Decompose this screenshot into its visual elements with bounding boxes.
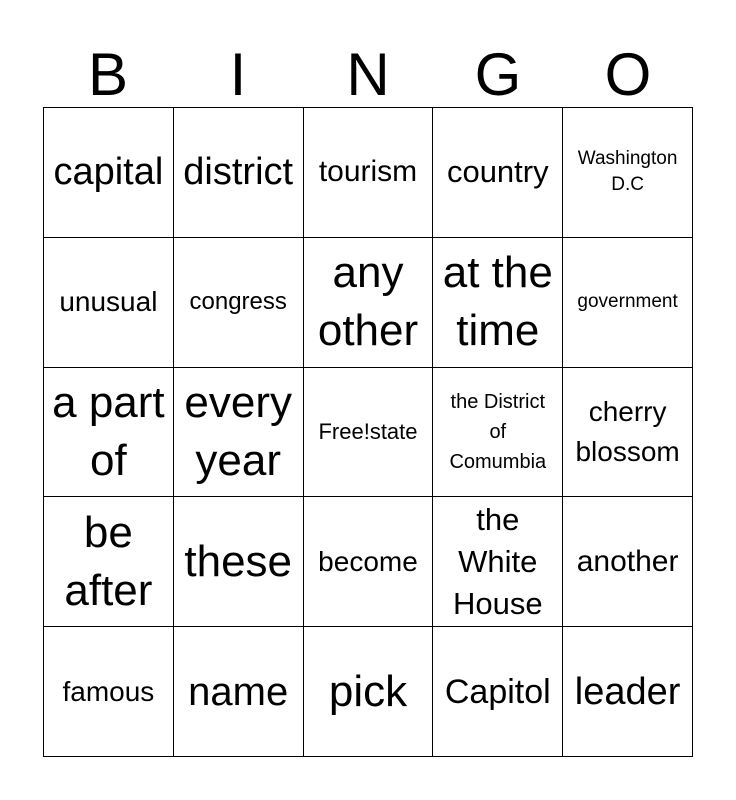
bingo-cell[interactable]	[174, 497, 304, 627]
cell-text: every year	[184, 377, 292, 485]
cell-text: Capitol	[444, 672, 551, 711]
cell-text: leader	[574, 670, 681, 713]
bingo-cell[interactable]	[44, 368, 174, 498]
cell-text: cherry blossom	[575, 395, 680, 467]
bingo-cell[interactable]	[433, 497, 563, 627]
bingo-cell[interactable]	[563, 238, 693, 368]
header-letter-b: B	[87, 41, 129, 108]
cell-text: name	[188, 669, 289, 714]
header-letter-g: G	[474, 41, 522, 108]
bingo-cell[interactable]	[304, 627, 434, 757]
cell-text: another	[576, 544, 679, 578]
bingo-grid	[43, 107, 693, 757]
header-letter-n: N	[346, 41, 390, 108]
cell-text: famous	[62, 675, 155, 707]
cell-text: at the time	[442, 248, 553, 356]
bingo-header	[43, 41, 693, 108]
cell-text: unusual	[59, 286, 158, 318]
cell-text: any other	[317, 248, 419, 356]
bingo-cell[interactable]	[174, 627, 304, 757]
cell-text: be after	[64, 507, 153, 615]
bingo-cell[interactable]	[44, 627, 174, 757]
bingo-cell[interactable]	[304, 238, 434, 368]
cell-text: Washington D.C	[577, 148, 678, 196]
bingo-cell[interactable]	[174, 108, 304, 238]
bingo-cell[interactable]	[433, 368, 563, 498]
bingo-cell[interactable]	[174, 368, 304, 498]
bingo-cell[interactable]	[304, 368, 434, 498]
cell-text: pick	[328, 666, 408, 716]
cell-text: country	[446, 154, 549, 190]
cell-text: capital	[53, 151, 164, 194]
bingo-cell[interactable]	[563, 627, 693, 757]
cell-text: district	[183, 151, 294, 194]
cell-text: government	[577, 291, 678, 313]
cell-text: congress	[189, 288, 287, 316]
header-letter-o: O	[604, 41, 652, 108]
bingo-cell[interactable]	[44, 497, 174, 627]
cell-text: a part of	[52, 377, 165, 485]
cell-text: become	[318, 545, 418, 577]
bingo-cell[interactable]	[304, 497, 434, 627]
header-letter-i: I	[229, 41, 247, 108]
bingo-cell[interactable]	[433, 238, 563, 368]
bingo-cell[interactable]	[563, 497, 693, 627]
bingo-cell[interactable]	[44, 108, 174, 238]
bingo-cell[interactable]	[563, 108, 693, 238]
bingo-cell[interactable]	[304, 108, 434, 238]
cell-text: tourism	[318, 155, 418, 189]
cell-text: Free!state	[318, 418, 418, 444]
cell-text: these	[184, 536, 293, 586]
bingo-cell[interactable]	[174, 238, 304, 368]
cell-text: the District of Comumbia	[449, 390, 547, 473]
bingo-cell[interactable]	[44, 238, 174, 368]
bingo-cell[interactable]	[563, 368, 693, 498]
cell-text: the White House	[452, 501, 543, 621]
bingo-cell[interactable]	[433, 108, 563, 238]
bingo-cell[interactable]	[433, 627, 563, 757]
